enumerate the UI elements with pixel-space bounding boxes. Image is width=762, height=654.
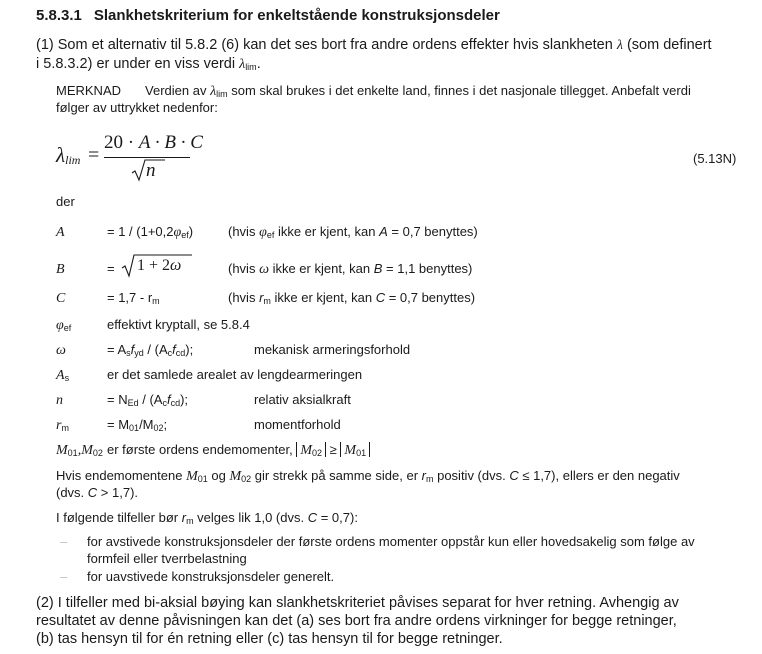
def-B-sqrt: 1 + 2ω: [121, 253, 193, 279]
def-A-note: (hvis $\varphi_{ef}$ ikke er kjent, kan A = 0,7 benyttes): [228, 224, 478, 240]
section-heading: [36, 7, 500, 24]
def-n-desc: relativ aksialkraft: [254, 392, 351, 407]
abs-M02: $M_{02}$: [296, 442, 326, 457]
def-omega-symbol: ω: [56, 343, 66, 358]
def-C-expr: = $1,7 - r_m$: [107, 290, 160, 306]
def-M-symbol: $M_{01},M_{02}$: [56, 443, 103, 458]
bullet-2: for uavstivede konstruksjonsdeler generelt.: [87, 569, 335, 584]
section-number: 5.8.3.1: [36, 7, 82, 24]
def-C-note: (hvis $r_m$ ikke er kjent, kan C = 0,7 benyttes): [228, 290, 476, 306]
abs-M01: $M_{01}$: [340, 442, 370, 457]
paragraph-2-line-2: resultatet av denne påvisningen kan det (a) ses bort fra andre ordens virkninger for begge retninger,: [36, 613, 677, 629]
bullet-dash-2: –: [60, 569, 68, 584]
def-B-eq: =: [107, 261, 115, 276]
section-title: Slankhetskriterium for enkeltstående konstruksjonsdeler: [93, 7, 500, 24]
der-label: der: [56, 194, 75, 209]
body2-line-1: Hvis endemomentene $M_{01}$ og $M_{02}$ gir strekk på samme side, er $r_m$ positiv (dvs. C ≤ 1,7), ellers er den negativ: [56, 468, 680, 484]
body2-line-2: (dvs. C > 1,7).: [56, 485, 139, 500]
formula-numerator: 20 · A · B · C: [104, 132, 203, 153]
note-label: MERKNAD: [56, 83, 122, 98]
def-As-text: er det samlede arealet av lengdearmeringen: [107, 367, 363, 382]
bullet-dash-1: –: [60, 534, 68, 549]
def-rm-desc: momentforhold: [254, 417, 341, 432]
formula-equals: =: [88, 144, 100, 166]
bullet-1-line-2: formfeil eller tverrbelastning: [87, 551, 247, 566]
paragraph-1-line-1: (1) Som et alternativ til 5.8.2 (6) kan det ses bort fra andre ordens effekter hvis slankheten λ (som definert: [36, 37, 712, 53]
note-line-1: MERKNAD Verdien av $\lambda_{lim}$ som skal brukes i det enkelte land, finnes i det nasjonale tillegget. Anbefalt verdi: [56, 83, 691, 99]
paragraph-2-line-3: (b) tas hensyn til for én retning eller (c) tas hensyn til for begge retninger.: [36, 631, 503, 647]
def-phi-symbol: $\varphi_{ef}$: [56, 318, 72, 333]
paragraph-1-line-2: i 5.8.3.2) er under en viss verdi $\lambda_{lim}$.: [36, 56, 261, 72]
formula-number: (5.13N): [693, 151, 737, 166]
def-M-text: er første ordens endemomenter, $M_{02} \ge M_{01}$: [107, 441, 370, 462]
def-omega-expr: = $A_sf_{yd} / (A_cf_{cd})$;: [107, 342, 194, 358]
paragraph-2-line-1: (2) I tilfeller med bi-aksial bøying kan slankhetskriteriet påvises separat for hver retning. Avhengig av: [36, 595, 679, 611]
def-C-symbol: C: [56, 291, 66, 306]
def-rm-expr: = $M_{01}/M_{02}$;: [107, 417, 168, 433]
def-rm-symbol: $r_m$: [56, 418, 69, 433]
note-line-2: følger av uttrykket nedenfor:: [56, 100, 218, 115]
def-n-symbol: n: [56, 393, 63, 408]
def-A-symbol: A: [56, 225, 65, 240]
formula-lhs: $\lambda_{lim}$: [56, 143, 81, 167]
bullet-1-line-1: for avstivede konstruksjonsdeler der første ordens momenter oppstår kun eller hovedsakelig som følge av: [87, 534, 695, 549]
def-A-expr: = $1 / (1+0,2\varphi_{ef})$: [107, 224, 194, 240]
def-B-note: (hvis ω ikke er kjent, kan B = 1,1 benyttes): [228, 261, 473, 277]
def-B-symbol: B: [56, 262, 65, 277]
def-phi-text: effektivt kryptall, se 5.8.4: [107, 317, 250, 332]
def-As-symbol: $A_s$: [56, 368, 70, 383]
def-n-expr: = $N_{Ed} / (A_cf_{cd})$;: [107, 392, 189, 408]
def-omega-desc: mekanisk armeringsforhold: [254, 342, 411, 357]
body2-line-3: I følgende tilfeller bør $r_m$ velges lik 1,0 (dvs. C = 0,7):: [56, 510, 358, 526]
lambda-symbol: λ: [616, 38, 623, 53]
